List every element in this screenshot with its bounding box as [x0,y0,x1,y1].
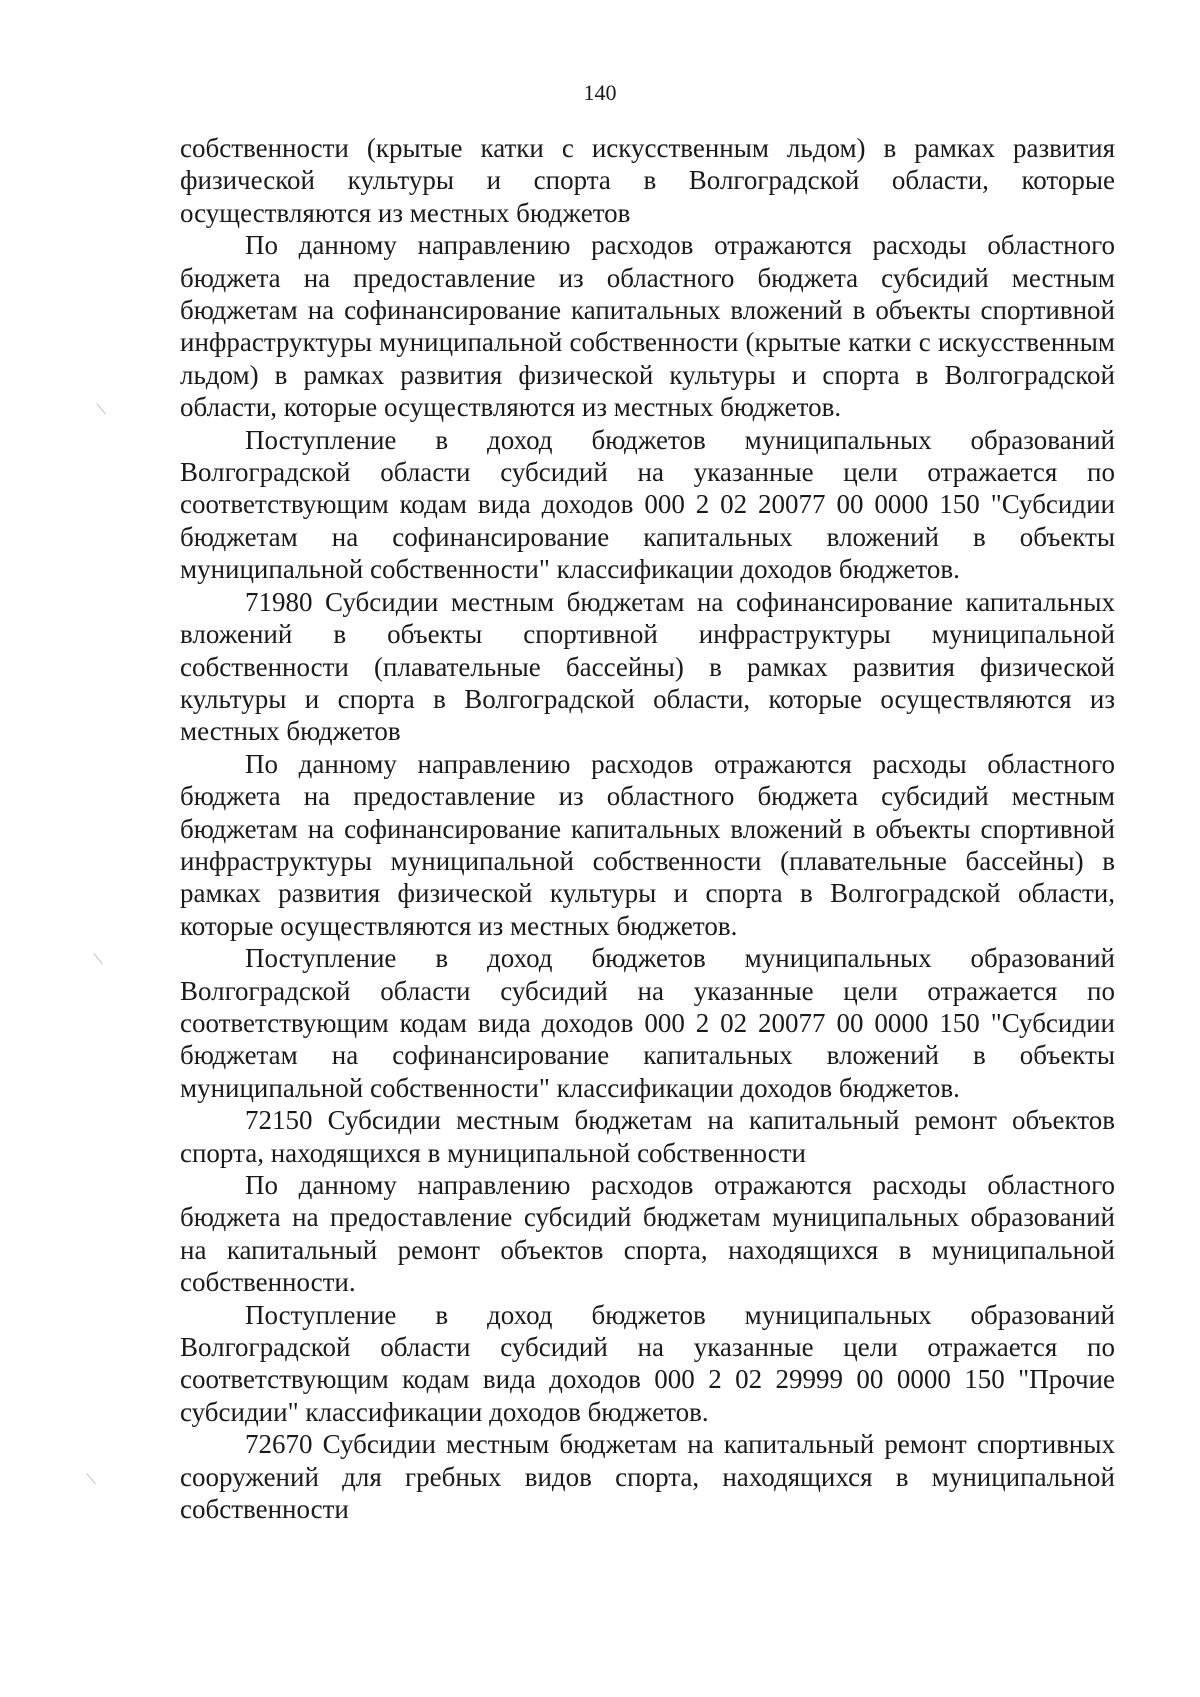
page-number: 140 [583,80,617,105]
scan-speck [93,949,107,964]
paragraph: По данному направлению расходов отражаются расходы областного бюджета на предоставление из областного бюджета субсидий местным бюджетам на софинансирование капитальных вложений в объекты спортивной инфраструктуры муниципальной собственности (крытые катки с искусственным льдом) в рамках развития физической культуры и спорта в Волгоградской области, которые осуществляются из местных бюджетов. [180,230,1115,423]
paragraph: собственности (крытые катки с искусственным льдом) в рамках развития физической культуры и спорта в Волгоградской области, которые осуществляются из местных бюджетов [180,133,1115,228]
paragraph: По данному направлению расходов отражаются расходы областного бюджета на предоставление субсидий бюджетам муниципальных образований на капитальный ремонт объектов спорта, находящихся в муниципальной собственности. [180,1170,1115,1298]
section-heading-paragraph: 72670 Субсидии местным бюджетам на капитальный ремонт спортивных сооружений для гребных видов спорта, находящихся в муниципальной собственности [180,1429,1115,1525]
document-body [180,132,1115,1525]
paragraph: По данному направлению расходов отражаются расходы областного бюджета на предоставление из областного бюджета субсидий местным бюджетам на софинансирование капитальных вложений в объекты спортивной инфраструктуры муниципальной собственности (плавательные бассейны) в рамках развития физической культуры и спорта в Волгоградской области, которые осуществляются из местных бюджетов. [180,748,1115,941]
scan-speck [96,399,110,414]
paragraph: Поступление в доход бюджетов муниципальных образований Волгоградской области субсидий на указанные цели отражается по соответствующим кодам вида доходов 000 2 02 20077 00 0000 150 "Субсидии бюджетам на софинансирование капитальных вложений в объекты муниципальной собственности" классификации доходов бюджетов. [180,943,1115,1103]
paragraph: Поступление в доход бюджетов муниципальных образований Волгоградской области субсидий на указанные цели отражается по соответствующим кодам вида доходов 000 2 02 20077 00 0000 150 "Субсидии бюджетам на софинансирование капитальных вложений в объекты муниципальной собственности" классификации доходов бюджетов. [180,424,1115,585]
paragraph: Поступление в доход бюджетов муниципальных образований Волгоградской области субсидий на указанные цели отражается по соответствующим кодам вида доходов 000 2 02 29999 00 0000 150 "Прочие субсидии" классификации доходов бюджетов. [180,1299,1115,1427]
section-heading-paragraph: 71980 Субсидии местным бюджетам на софинансирование капитальных вложений в объекты спортивной инфраструктуры муниципальной собственности (плавательные бассейны) в рамках развития физической культуры и спорта в Волгоградской области, которые осуществляются из местных бюджетов [180,586,1115,747]
scan-speck [86,1469,100,1484]
section-heading-paragraph: 72150 Субсидии местным бюджетам на капитальный ремонт объектов спорта, находящихся в муниципальной собственности [180,1105,1115,1168]
